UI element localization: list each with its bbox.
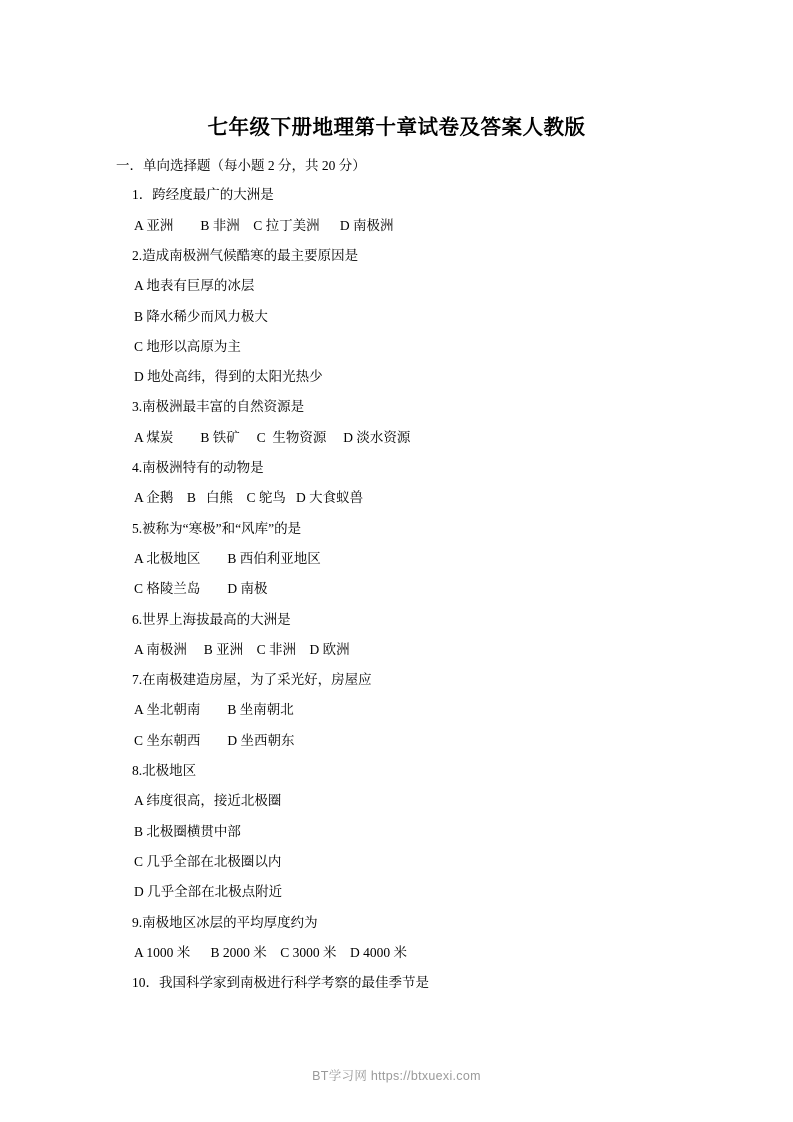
question-line: 4.南极洲特有的动物是 [132,460,264,476]
option-line: B 北极圈横贯中部 [134,823,241,839]
question-line: 6.世界上海拔最高的大洲是 [132,611,291,627]
option-line: C 几乎全部在北极圈以内 [134,853,282,869]
option-line: D 几乎全部在北极点附近 [134,884,283,900]
option-line: A 地表有巨厚的冰层 [134,278,255,294]
option-line: C 地形以高原为主 [134,338,241,354]
option-line: A 亚洲 B 非洲 C 拉丁美洲 D 南极洲 [134,217,394,233]
option-line: A 煤炭 B 铁矿 C 生物资源 D 淡水资源 [134,429,411,445]
option-line: A 北极地区 B 西伯利亚地区 [134,550,321,566]
question-line: 1．跨经度最广的大洲是 [132,187,274,203]
page-title: 七年级下册地理第十章试卷及答案人教版 [207,117,586,139]
option-line: B 降水稀少而风力极大 [134,308,268,324]
question-line: 10．我国科学家到南极进行科学考察的最佳季节是 [132,975,429,991]
option-line: A 南极洲 B 亚洲 C 非洲 D 欧洲 [134,641,350,657]
option-line: A 1000 米 B 2000 米 C 3000 米 D 4000 米 [134,944,408,960]
question-line: 3.南极洲最丰富的自然资源是 [132,399,305,415]
watermark: BT学习网 https://btxuexi.com [312,1069,481,1083]
section-heading: 一．单向选择题（每小题 2 分，共 20 分） [116,158,366,173]
question-line: 8.北极地区 [132,763,197,779]
option-line: A 企鹅 B 白熊 C 鸵鸟 D 大食蚁兽 [134,490,364,506]
option-line: A 坐北朝南 B 坐南朝北 [134,702,294,718]
option-line: C 格陵兰岛 D 南极 [134,581,268,597]
question-line: 7.在南极建造房屋，为了采光好，房屋应 [132,672,372,688]
option-line: A 纬度很高，接近北极圈 [134,793,282,809]
option-line: D 地处高纬，得到的太阳光热少 [134,369,323,385]
option-line: C 坐东朝西 D 坐西朝东 [134,732,295,748]
question-line: 2.造成南极洲气候酷寒的最主要原因是 [132,247,359,263]
question-line: 5.被称为“寒极”和“风库”的是 [132,520,302,536]
question-line: 9.南极地区冰层的平均厚度约为 [132,914,318,930]
